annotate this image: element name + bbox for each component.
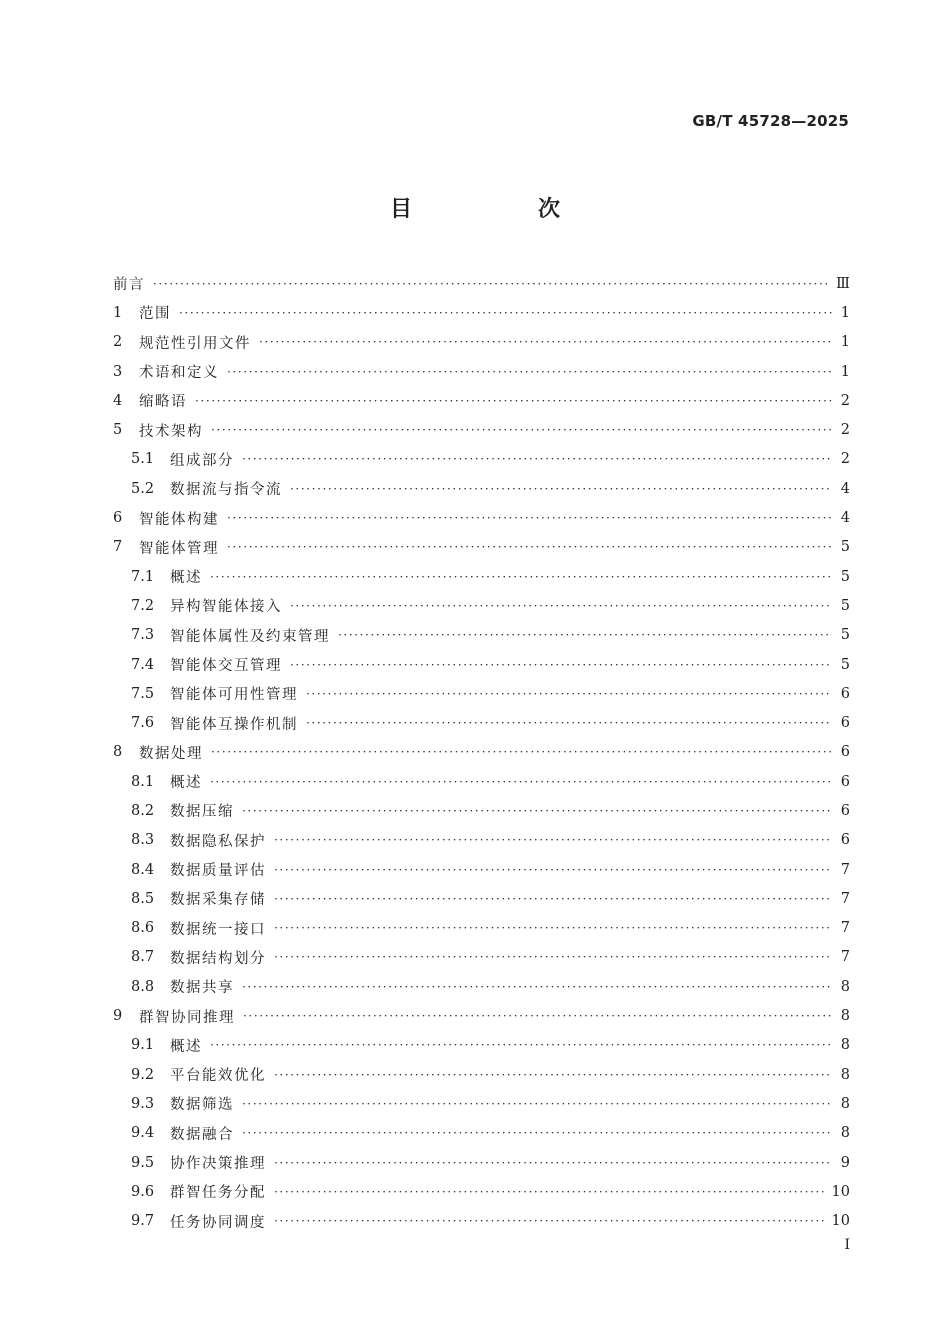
toc-leader-dots (306, 687, 832, 701)
toc-leader-dots (210, 570, 832, 584)
toc-leader-dots (274, 833, 832, 847)
toc-entry-page: 8 (840, 1125, 850, 1142)
toc-leader-dots (210, 1038, 832, 1052)
toc-entry-page: 10 (831, 1183, 850, 1200)
toc-entry-page: 5 (840, 568, 850, 585)
toc-entry-label: 数据流与指令流 (170, 482, 282, 499)
toc-entry-page: 2 (840, 392, 850, 409)
toc-leader-dots (242, 1126, 832, 1140)
toc-entry-number: 1 (113, 304, 123, 321)
toc-entry[interactable] (113, 1060, 850, 1089)
toc-entry-page: 8 (840, 1008, 850, 1025)
toc-leader-dots (338, 628, 832, 642)
toc-entry-label: 概述 (170, 775, 202, 792)
toc-entry-page: 6 (840, 744, 850, 761)
toc-entry-number: 8 (113, 744, 123, 761)
toc-entry-label: 缩略语 (139, 394, 187, 411)
toc-entry-label: 群智协同推理 (139, 1009, 235, 1026)
toc-entry-label: 平台能效优化 (170, 1068, 266, 1085)
toc-leader-dots (274, 1185, 826, 1199)
toc-entry-label: 概述 (170, 1038, 202, 1055)
toc-leader-dots (210, 775, 832, 789)
toc-entry-label: 智能体构建 (139, 511, 219, 528)
toc-entry-page: 9 (840, 1154, 850, 1171)
toc-leader-dots (195, 394, 832, 408)
page-title: 目 次 (389, 197, 612, 222)
toc-entry-label: 数据隐私保护 (170, 833, 266, 850)
toc-entry-page: 8 (840, 978, 850, 995)
toc-entry-label: 范围 (139, 306, 171, 323)
toc-entry-number: 9.6 (131, 1183, 155, 1200)
page-number: I (844, 1237, 850, 1253)
toc-entry-page: 4 (840, 480, 850, 497)
toc-leader-dots (227, 365, 832, 379)
toc-entry[interactable] (113, 503, 850, 532)
toc-entry-label: 数据结构划分 (170, 950, 266, 967)
toc-entry[interactable] (113, 328, 850, 357)
toc-entry-number: 3 (113, 363, 123, 380)
toc-entry-number: 9.4 (131, 1125, 155, 1142)
toc-entry-number: 9 (113, 1008, 123, 1025)
toc-entry[interactable] (113, 679, 850, 708)
toc-leader-dots (227, 540, 832, 554)
toc-leader-dots (290, 482, 832, 496)
toc-entry-number: 8.5 (131, 890, 155, 907)
toc-entry-number: 8.8 (131, 978, 155, 995)
toc-leader-dots (227, 511, 832, 525)
toc-entry-page: 7 (840, 949, 850, 966)
toc-entry[interactable] (113, 591, 850, 620)
toc-entry-page: 2 (840, 451, 850, 468)
toc-entry-label: 数据压缩 (170, 804, 234, 821)
toc-entry-label: 数据共享 (170, 980, 234, 997)
toc-leader-dots (153, 277, 830, 291)
toc-entry[interactable] (113, 269, 850, 298)
toc-entry-page: 6 (840, 802, 850, 819)
toc-entry-page: 6 (840, 685, 850, 702)
toc-leader-dots (211, 423, 832, 437)
toc-entry[interactable] (113, 1031, 850, 1060)
toc-entry-label: 前言 (113, 277, 145, 294)
toc-entry-label: 智能体互操作机制 (170, 716, 298, 733)
toc-entry-page: 5 (840, 627, 850, 644)
standard-number: GB/T 45728—2025 (692, 112, 849, 130)
toc-entry-number: 9.1 (131, 1037, 155, 1054)
toc-entry[interactable] (113, 884, 850, 913)
toc-leader-dots (290, 658, 832, 672)
toc-entry-number: 9.2 (131, 1066, 155, 1083)
toc-leader-dots (274, 1214, 826, 1228)
toc-entry[interactable] (113, 796, 850, 825)
toc-entry-page: 6 (840, 773, 850, 790)
toc-entry-label: 术语和定义 (139, 365, 219, 382)
toc-leader-dots (211, 745, 832, 759)
toc-entry-page: 6 (840, 832, 850, 849)
toc-entry-number: 7.3 (131, 627, 155, 644)
toc-entry[interactable] (113, 708, 850, 737)
toc-entry[interactable] (113, 943, 850, 972)
toc-leader-dots (242, 1097, 832, 1111)
toc-entry-label: 数据统一接口 (170, 921, 266, 938)
toc-leader-dots (242, 452, 832, 466)
toc-entry[interactable] (113, 1177, 850, 1206)
toc-entry-label: 数据质量评估 (170, 863, 266, 880)
toc-entry[interactable] (113, 386, 850, 415)
toc-leader-dots (259, 335, 832, 349)
toc-entry-number: 7.1 (131, 568, 155, 585)
toc-leader-dots (242, 980, 832, 994)
toc-entry-label: 智能体管理 (139, 540, 219, 557)
toc-entry-number: 5 (113, 422, 123, 439)
toc-entry-label: 协作决策推理 (170, 1156, 266, 1173)
toc-entry-label: 智能体交互管理 (170, 658, 282, 674)
toc-entry[interactable] (113, 650, 850, 679)
toc-entry-label: 技术架构 (139, 423, 203, 440)
toc-entry[interactable] (113, 1119, 850, 1148)
toc-entry-page: 2 (840, 422, 850, 439)
toc-entry-label: 异构智能体接入 (170, 599, 282, 616)
toc-entry-number: 9.3 (131, 1095, 155, 1112)
toc-leader-dots (274, 950, 832, 964)
toc-entry-page: 8 (840, 1066, 850, 1083)
toc-leader-dots (306, 716, 832, 730)
toc-leader-dots (274, 1156, 832, 1170)
toc-entry-number: 8.6 (131, 920, 155, 937)
toc-entry[interactable] (113, 621, 850, 650)
toc-entry[interactable] (113, 445, 850, 474)
toc-entry[interactable] (113, 1207, 850, 1236)
toc-entry-page: 8 (840, 1037, 850, 1054)
toc-entry-number: 5.2 (131, 480, 155, 497)
toc-entry[interactable] (113, 1089, 850, 1118)
toc-leader-dots (274, 921, 832, 935)
toc-entry[interactable] (113, 738, 850, 767)
toc-entry-page: 7 (840, 861, 850, 878)
toc-entry-number: 7.2 (131, 597, 155, 614)
toc-leader-dots (274, 863, 832, 877)
toc-entry-number: 8.3 (131, 832, 155, 849)
toc-entry[interactable] (113, 357, 850, 386)
toc-entry-page: 1 (840, 334, 850, 351)
toc-leader-dots (242, 804, 832, 818)
toc-entry-label: 数据融合 (170, 1126, 234, 1143)
toc-entry-number: 7.4 (131, 656, 155, 673)
toc-entry-page: 1 (840, 304, 850, 321)
toc-entry-label: 群智任务分配 (170, 1185, 266, 1202)
toc-entry-number: 8.7 (131, 949, 155, 966)
toc-entry-number: 5.1 (131, 451, 155, 468)
toc-entry-label: 概述 (170, 570, 202, 587)
toc-entry-page: 8 (840, 1095, 850, 1112)
toc-entry-label: 任务协同调度 (170, 1214, 266, 1231)
toc-leader-dots (274, 892, 832, 906)
toc-entry-page: 5 (840, 656, 850, 673)
toc-entry[interactable] (113, 1001, 850, 1030)
toc-leader-dots (274, 1068, 832, 1082)
toc-entry-number: 8.1 (131, 773, 155, 790)
toc-entry-label: 数据筛选 (170, 1097, 234, 1114)
toc-entry-page: 1 (840, 363, 850, 380)
toc-entry-number: 6 (113, 510, 123, 527)
toc-entry[interactable] (113, 914, 850, 943)
toc-entry[interactable] (113, 562, 850, 591)
toc-entry-number: 4 (113, 392, 123, 409)
toc-entry-number: 7.6 (131, 715, 155, 732)
toc-entry[interactable] (113, 826, 850, 855)
toc-entry-number: 8.4 (131, 861, 155, 878)
toc-entry[interactable] (113, 474, 850, 503)
toc-entry-number: 8.2 (131, 802, 155, 819)
toc-entry-label: 规范性引用文件 (139, 335, 251, 352)
toc-entry-page: 6 (840, 715, 850, 732)
toc-entry-number: 2 (113, 334, 123, 351)
toc-entry-number: 7.5 (131, 685, 155, 702)
toc-entry[interactable] (113, 972, 850, 1001)
toc-entry-page: Ⅲ (836, 275, 850, 292)
toc-entry[interactable] (113, 1148, 850, 1177)
toc-entry-label: 数据处理 (139, 745, 203, 762)
toc-leader-dots (290, 599, 832, 613)
toc-entry-number: 9.7 (131, 1213, 155, 1230)
toc-entry-label: 智能体属性及约束管理 (170, 628, 330, 645)
toc-entry[interactable] (113, 855, 850, 884)
toc-entry-label: 数据采集存储 (170, 892, 266, 909)
toc-entry-page: 7 (840, 920, 850, 937)
toc-entry-number: 9.5 (131, 1154, 155, 1171)
toc-entry-page: 7 (840, 890, 850, 907)
toc-entry[interactable] (113, 298, 850, 327)
toc-entry-label: 智能体可用性管理 (170, 687, 298, 704)
toc-entry-page: 5 (840, 597, 850, 614)
toc-entry[interactable] (113, 533, 850, 562)
toc-entry-page: 5 (840, 539, 850, 556)
toc-entry-page: 4 (840, 510, 850, 527)
toc-entry-number: 7 (113, 539, 123, 556)
toc-entry-page: 10 (831, 1213, 850, 1230)
toc-entry[interactable] (113, 767, 850, 796)
toc-leader-dots (179, 306, 832, 320)
table-of-contents (113, 269, 850, 1236)
toc-entry-label: 组成部分 (170, 452, 234, 469)
toc-entry[interactable] (113, 415, 850, 444)
toc-leader-dots (243, 1009, 832, 1023)
